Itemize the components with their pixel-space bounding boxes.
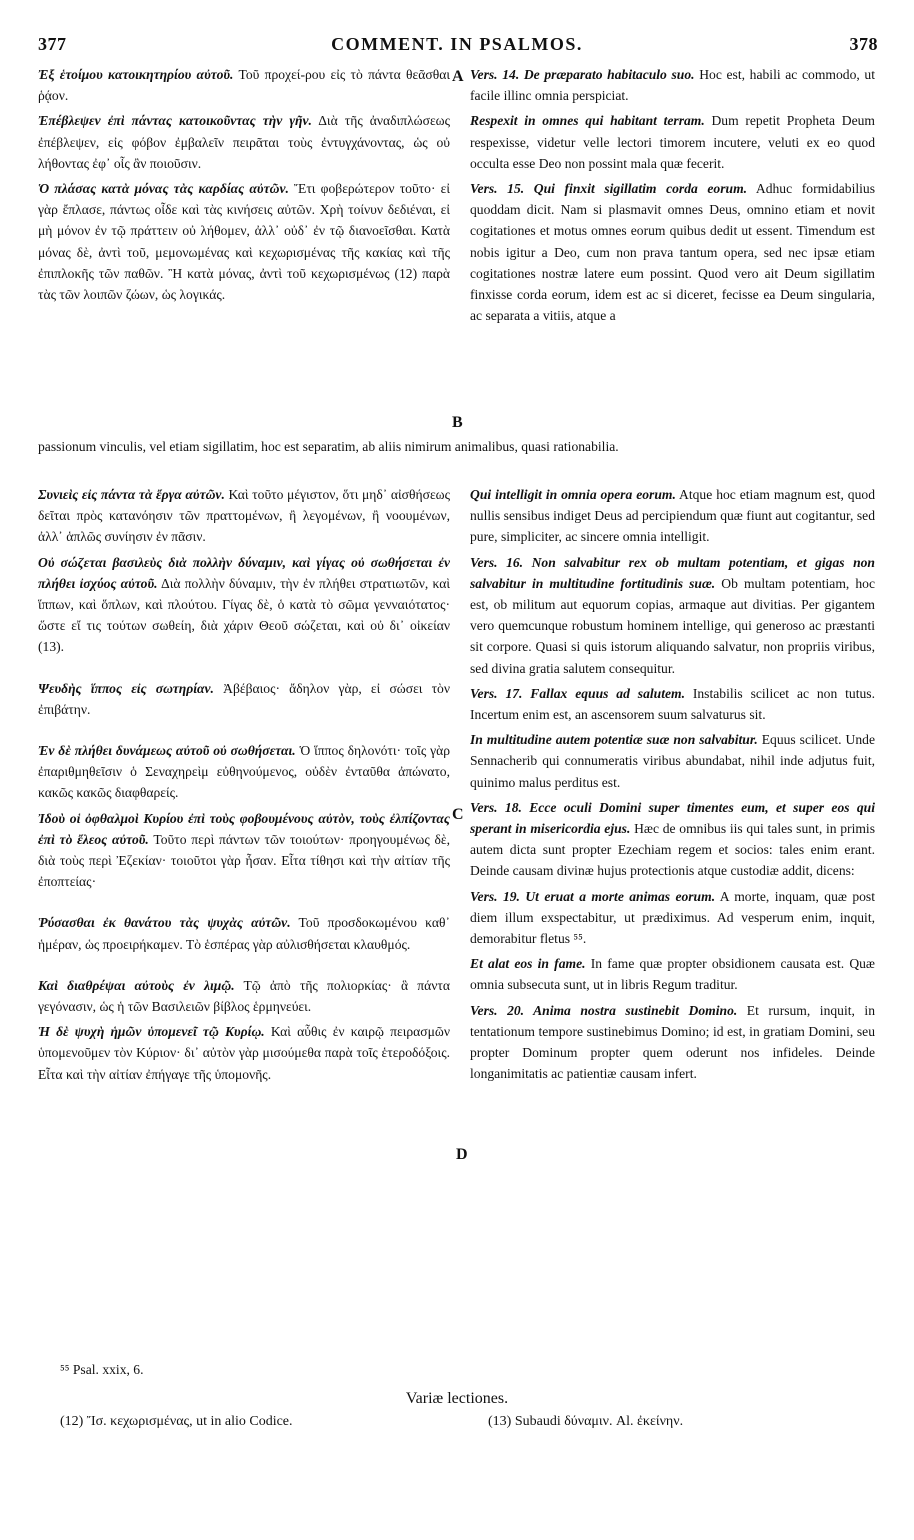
commentary-paragraph bbox=[38, 975, 450, 1017]
latin-column-bottom bbox=[470, 484, 875, 1350]
margin-marker-d: D bbox=[456, 1146, 468, 1163]
commentary-paragraph bbox=[470, 729, 875, 793]
lemma: Ἐπέβλεψεν ἐπὶ πάντας κατοικοῦντας τὴν γῆν. bbox=[38, 113, 312, 129]
commentary-text: Dum repetit Propheta Deum respexisse, videtur velle lectori timorem incutere, veluti ex eo quod occulta esse Deo non possint mala quæ fecerit. bbox=[470, 113, 875, 171]
paragraph-gap bbox=[38, 724, 450, 740]
commentary-text: Τῷ ἀπὸ τῆς πολιορκίας· ἃ πάντα γεγόνασιν, ὡς ἡ τῶν Βασιλειῶν βίβλος ἑρμηνεύει. bbox=[38, 977, 450, 1015]
commentary-paragraph bbox=[470, 484, 875, 548]
lemma: Ἐξ ἑτοίμου κατοικητηρίου αὐτοῦ. bbox=[38, 67, 234, 82]
lemma: Ψευδὴς ἵππος εἰς σωτηρίαν. bbox=[38, 680, 214, 696]
commentary-paragraph bbox=[38, 110, 450, 174]
margin-marker-c: C bbox=[452, 806, 464, 823]
commentary-paragraph bbox=[38, 678, 450, 720]
commentary-text: Ἀβέβαιος· ἄδηλον γὰρ, εἰ σώσει τὸν ἐπιβάτην. bbox=[38, 680, 450, 717]
commentary-text: Διὰ πολλὴν δύναμιν, τὴν ἐν πλήθει στρατιωτῶν, καὶ ἵππων, καὶ ὅπλων, καὶ πλούτου. Γίγας δὲ, ὁ κατὰ τὸ σῶμα γενναιότατος· ὥστε εἴ τις τούτων σωθείη, διὰ χάριν Θεοῦ σώζεται, καὶ οὐ δι᾽ οἰκείαν (13). bbox=[38, 575, 450, 655]
commentary-paragraph bbox=[470, 797, 875, 882]
commentary-text: Ob multam potentiam, hoc est, ob militum aut equorum copias, armaque aut divitias. Per gigantem vero quemcunque robustum hominem intellige, qui generoso ac præstanti sit corpore. Quasi si quis istorum aliquando salvatur, non propriis viribus, sed divina gratia salutem consequitur. bbox=[470, 575, 875, 676]
page-number-left: 377 bbox=[38, 34, 67, 54]
commentary-text: Καὶ αὖθις ἐν καιρῷ πειρασμῶν ὑπομενοῦμεν τὸν Κύριον· δι᾽ αὐτὸν γὰρ μισούμεθα παρὰ τοῖς ἑτεροδόξοις. Εἶτα καὶ τὴν αἰτίαν ἐπήγαγε τῆς ὑπομονῆς. bbox=[38, 1024, 450, 1082]
commentary-text: In fame quæ propter obsidionem causata est. Quæ omnia subsecuta sunt, ut in libris Regum traditur. bbox=[470, 956, 875, 993]
commentary-text: Διὰ τῆς ἀναδιπλώσεως ἐπέβλεψεν, εἰς φόβον ἐμβαλεῖν πειρᾶται τοὺς ἐντυγχάνοντας, ὡς οὐ λήθοντας ἐφ᾽ οἷς ἂν ποιοῦσιν. bbox=[38, 113, 450, 171]
commentary-paragraph bbox=[38, 64, 450, 106]
commentary-text: Καὶ τοῦτο μέγιστον, ὅτι μηδ᾽ αἰσθήσεως δεῖται πρὸς κατανόησιν τῶν πραττομένων, ἢ λεγομένων, ἢ νοουμένων, ἀλλ᾽ ἁπλῶς συνίησιν ἐν πᾶσιν. bbox=[38, 487, 450, 545]
commentary-paragraph bbox=[38, 484, 450, 548]
lemma: Vers. 15. Qui finxit sigillatim corda eorum. bbox=[470, 181, 748, 197]
lemma: Οὐ σώζεται βασιλεὺς διὰ πολλὴν δύναμιν, καὶ γίγας οὐ σωθήσεται ἐν πλήθει ἰσχύος αὐτοῦ. bbox=[38, 554, 450, 591]
lemma: Vers. 18. Ecce oculi Domini super timentes eum, et super eos qui sperant in misericordia ejus. bbox=[470, 799, 875, 837]
commentary-paragraph bbox=[470, 552, 875, 679]
spanning-line: passionum vinculis, vel etiam sigillatim, hoc est separatim, ab aliis nimirum animalibus, quasi rationabilia. bbox=[38, 439, 619, 454]
commentary-paragraph bbox=[38, 740, 450, 804]
commentary-text: Τοῦ προχεί-ρου εἰς τὸ πάντα θεᾶσθαι ῥᾴον. bbox=[38, 67, 450, 104]
commentary-text: Ὁ ἵππος δηλονότι· τοῖς γὰρ ἐπαριθμηθεῖσιν ὁ Σεναχηρεὶμ εὐθηνούμενος, οὐδὲν ἐνταῦθα ἀπώνατο, κακῶς κακῶς διαφθαρείς. bbox=[38, 743, 450, 801]
commentary-text: A morte, inquam, quæ post diem illum exspectabitur, ut prædiximus. Ad vesperum enim, inquit, demorabitur fletus ⁵⁵. bbox=[470, 888, 875, 947]
lemma: Qui intelligit in omnia opera eorum. bbox=[470, 487, 676, 502]
commentary-text: Τοῦ προσδοκωμένου καθ᾽ ἡμέραν, ὡς προειρήκαμεν. Τὸ ἑσπέρας γὰρ αὐλισθήσεται κλαυθμός. bbox=[38, 915, 450, 952]
lemma: Respexit in omnes qui habitant terram. bbox=[470, 113, 705, 129]
lemma: Vers. 20. Anima nostra sustinebit Domino. bbox=[470, 1002, 738, 1018]
running-title: COMMENT. IN PSALMOS. bbox=[331, 34, 583, 54]
greek-column-bottom bbox=[38, 484, 450, 1350]
commentary-text: Adhuc formidabilius quoddam dicit. Nam si plasmavit omnes Deus, omnino etiam et novit cogitationes et motus omnes eorum quibus dedit ut essent. Timendum est nobis igitur a Deo, cum non prava tantum opera, sed nec ipsæ etiam cogitationes nostræ latere eum possint. Quod vero ait Deum sigillatim finxisse corda eorum, idem est ac si diceret, fecisse ea Deum singularia, ac separata a vitiis, atque a bbox=[470, 181, 875, 324]
lemma: Καὶ διαθρέψαι αὐτοὺς ἐν λιμῷ. bbox=[38, 977, 235, 993]
lemma: Vers. 14. De præparato habitaculo suo. bbox=[470, 67, 695, 82]
commentary-text: Et rursum, inquit, in tentationum tempore sustinebimus Domino; id est, in gratiam Domini, seu propter Dominum propter quem oderunt nos infideles. Deinde longanimitatis ac patientiæ causam infert. bbox=[470, 1002, 875, 1082]
commentary-text: Hæc de omnibus iis qui tales sunt, in primis autem dicta sunt propter Ezechiam regem et socios: tales enim erant. Deinde causam divinæ hujus protectionis atque custodiæ addit, dicens: bbox=[470, 821, 875, 879]
lemma: Vers. 16. Non salvabitur rex ob multam potentiam, et gigas non salvabitur in multitudine fortitudinis suæ. bbox=[470, 554, 875, 591]
commentary-paragraph bbox=[38, 1021, 450, 1085]
lemma: In multitudine autem potentiæ suæ non salvabitur. bbox=[470, 732, 758, 748]
lemma: Et alat eos in fame. bbox=[470, 956, 586, 972]
commentary-paragraph bbox=[470, 64, 875, 106]
commentary-paragraph bbox=[38, 808, 450, 893]
commentary-paragraph bbox=[38, 912, 450, 954]
page-number-right: 378 bbox=[849, 34, 878, 54]
lemma: Ἡ δὲ ψυχὴ ἡμῶν ὑπομενεῖ τῷ Κυρίῳ. bbox=[38, 1024, 265, 1040]
commentary-text: Atque hoc etiam magnum est, quod nullis sensibus indiget Deus ad percipiendum quæ fiunt aut cogitantur, sed pure, simpliciter, ac sincere omnia intelligit. bbox=[470, 487, 875, 545]
page-header bbox=[0, 34, 914, 64]
paragraph-gap bbox=[38, 896, 450, 912]
lemma: Ὁ πλάσας κατὰ μόνας τὰς καρδίας αὐτῶν. bbox=[38, 181, 289, 197]
lemma: Ἐν δὲ πλήθει δυνάμεως αὐτοῦ οὐ σωθήσεται. bbox=[38, 743, 296, 759]
lemma: Vers. 17. Fallax equus ad salutem. bbox=[470, 685, 685, 701]
commentary-paragraph bbox=[38, 178, 450, 305]
footnote: ⁵⁵ Psal. xxix, 6. bbox=[60, 1362, 144, 1377]
commentary-paragraph bbox=[470, 886, 875, 950]
commentary-text: Τοῦτο περὶ πάντων τῶν τοιούτων· προηγουμένως δὲ, διὰ τοὺς περὶ Ἐζεκίαν· τοιοῦτοι γὰρ ἦσαν. Εἶτα τίθησι καὶ τὴν αἰτίαν τῆς ἐποπτείας· bbox=[38, 831, 450, 890]
commentary-text: Hoc est, habili ac commodo, ut facile illinc omnia perspiciat. bbox=[470, 67, 875, 104]
commentary-paragraph bbox=[470, 953, 875, 995]
commentary-paragraph bbox=[470, 683, 875, 725]
commentary-text: Instabilis scilicet ac non tutus. Incertum enim est, an ascensorem suum salvaturus sit. bbox=[470, 685, 875, 723]
commentary-paragraph bbox=[470, 178, 875, 326]
greek-column-top bbox=[38, 64, 450, 420]
commentary-text: Equus scilicet. Unde Sennacherib qui connumeratis viribus abundabat, nihil inde adjutus fuit, quinimo malus perditus est. bbox=[470, 732, 875, 790]
latin-column-top bbox=[470, 64, 875, 420]
commentary-paragraph bbox=[470, 1000, 875, 1085]
paragraph-gap bbox=[38, 662, 450, 678]
margin-marker-b: B bbox=[452, 414, 463, 431]
commentary-paragraph bbox=[38, 552, 450, 658]
paragraph-gap bbox=[38, 959, 450, 975]
variant-reading-12: (12) Ἴσ. κεχωρισμένας, ut in alio Codice. bbox=[60, 1414, 293, 1429]
lemma: Vers. 19. Ut eruat a morte animas eorum. bbox=[470, 888, 716, 904]
variant-reading-13: (13) Subaudi δύναμιν. Al. ἐκείνην. bbox=[488, 1414, 684, 1429]
lemma: Ῥύσασθαι ἐκ θανάτου τὰς ψυχὰς αὐτῶν. bbox=[38, 915, 291, 931]
variae-lectiones-heading: Variæ lectiones. bbox=[405, 1390, 509, 1407]
margin-marker-a: A bbox=[452, 68, 464, 85]
lemma: Ἰδοὺ οἱ ὀφθαλμοὶ Κυρίου ἐπὶ τοὺς φοβουμένους αὐτὸν, τοὺς ἐλπίζοντας ἐπὶ τὸ ἔλεος αὐτοῦ. bbox=[38, 810, 450, 847]
lemma: Συνιεὶς εἰς πάντα τὰ ἔργα αὐτῶν. bbox=[38, 487, 225, 502]
commentary-paragraph bbox=[470, 110, 875, 174]
commentary-text: Ἔτι φοβερώτερον τοῦτο· εἰ γὰρ ἔπλασε, πάντως οἶδε καὶ τὰς κινήσεις αὐτῶν. Χρὴ τοίνυν δεδιέναι, εἰ μὴ μόνον ἐν τῷ πράττειν οὐ λήθομεν, ἀλλ᾽ οὐδ᾽ ἐν τῷ διανοεῖσθαι. Κατὰ μόνας δὲ, ἀντὶ τοῦ, μεμονωμένας καὶ κεχωρισμένας τῆς κακίας καὶ τῆς ἐπιπλοκῆς τῶν παθῶν. Ἢ κατὰ μόνας, ἀντὶ τοῦ κεχωρισμένως (12) παρὰ τὰς τῶν λοιπῶν ζώων, ὡς λογικάς. bbox=[38, 181, 450, 303]
